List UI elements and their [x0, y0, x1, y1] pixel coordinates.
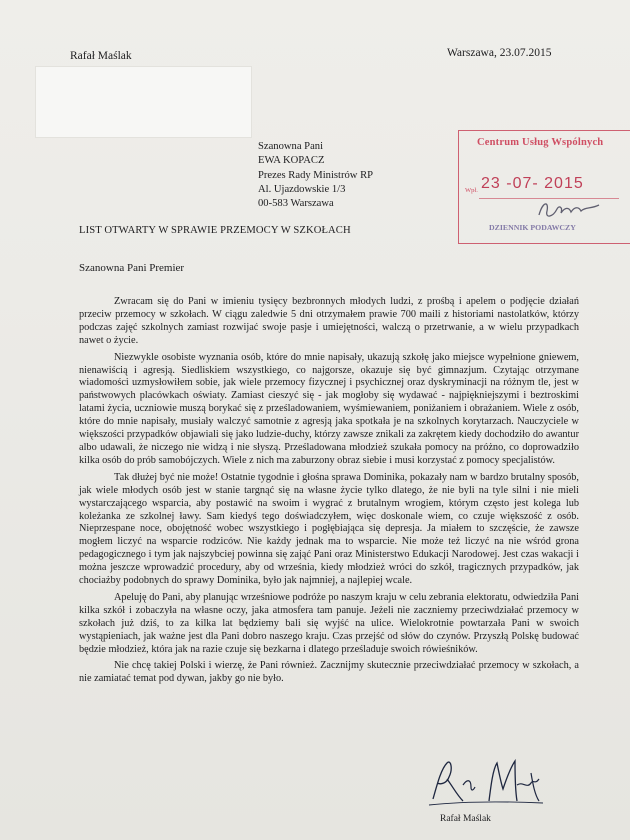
- handwritten-signature: [427, 755, 547, 813]
- signature-name: Rafał Maślak: [440, 814, 491, 824]
- redacted-address-block: [35, 66, 252, 138]
- addressee-line: Prezes Rady Ministrów RP: [258, 169, 374, 181]
- place-date: Warszawa, 23.07.2015: [447, 47, 552, 59]
- body-paragraph: Apeluję do Pani, aby planując wrześniowe podróże po naszym kraju w celu zebrania elektoratu, odwiedziła Pani kilka szkół i zobaczyła na własne oczy, jaka atmosfera tam panuje. Jeżeli nie zaczniemy przeciwdziałać przemocy w szkołach już dziś, to za kilka lat będziemy bali się wyjść na ulice. Wielokrotnie powtarzała Pani w swoich wystąpieniach, jak ważne jest dla Pani dobro naszego kraju. Czas przejść od słów do czynów. Przyszłą Polskę budować będzie młodzież, która jak na razie czuje się bezkarna i dlatego prześladuje swoich rówieśników.: [79, 591, 579, 655]
- addressee-block: [258, 140, 373, 211]
- addressee-line: Al. Ujazdowskie 1/3: [258, 183, 346, 195]
- stamp-date: 23 -07- 2015: [481, 175, 584, 192]
- stamp-footer: DZIENNIK PODAWCZY: [489, 223, 576, 232]
- stamp-initials-icon: [535, 197, 605, 223]
- letter-greeting: Szanowna Pani Premier: [79, 262, 185, 274]
- body-paragraph: Niezwykle osobiste wyznania osób, które do mnie napisały, ukazują szkołę jako miejsce wypełnione gniewem, nienawiścią i agresją. Siedliskiem wszystkiego, co najgorsze, okazuje się być gimnazjum. Czytając otrzymane wiadomości uzmysłowiłem sobie, jak wiele przemocy fizycznej i psychicznej oraz dyskryminacji na różnym tle, jest w państwowych placówkach oświaty. Zamiast cieszyć się - jak mogłoby się wydawać - najpiękniejszymi i beztroskimi latami życia, uczniowie muszą borykać się z prześladowaniem, wyśmiewaniem, poniżaniem i obrażaniem. Wiele z osób, które do mnie napisały, musiały walczyć samotnie z agresją jaka spotkała je na szkolnych korytarzach. Nauczyciele w większości przypadków objawiali się jako ludzie-duchy, którzy zawsze znikali za zakrętem kiedy dochodziło do awantur albo udawali, że niczego nie widzą i nie słyszą. Prześladowana młodzież szukała pomocy na próżno, co doprowadziło kilka osób do prób samobójczych. Wiele z nich ma zaburzony obraz siebie i musi korzystać z pomocy specjalistów.: [79, 351, 579, 466]
- addressee-line: 00-583 Warszawa: [258, 198, 334, 210]
- sender-name: Rafał Maślak: [70, 50, 132, 62]
- body-paragraph: Zwracam się do Pani w imieniu tysięcy bezbronnych młodych ludzi, z prośbą i apelem o podjęcie działań przeciw przemocy w szkołach. W ciągu zaledwie 5 dni otrzymałem prawie 700 maili z historiami nastolatków, którzy podczas zajęć szkolnych zamiast rozwijać swoje pasje i umiejętności, walczą o przetrwanie, a w wielu przypadkach nawet o życie.: [79, 296, 579, 346]
- stamp-title: Centrum Usług Wspólnych: [477, 137, 604, 148]
- body-paragraph: Nie chcę takiej Polski i wierzę, że Pani również. Zacznijmy skutecznie przeciwdziałać przemocy w szkołach, a nie zamiatać temat pod dywan, jakby go nie było.: [79, 660, 579, 685]
- received-stamp: [458, 130, 630, 244]
- stamp-prefix: Wpł.: [465, 187, 478, 194]
- addressee-line: EWA KOPACZ: [258, 155, 325, 167]
- letter-body: [79, 296, 579, 690]
- body-paragraph: Tak dłużej być nie może! Ostatnie tygodnie i głośna sprawa Dominika, pokazały nam w bardzo brutalny sposób, jak wiele młodych osób jest w stanie targnąć się na własne życie tylko dlatego, że nie byli na tyle silni i nie mieli wystarczającego wsparcia, aby postawić na swoim i wygrać z brutalnym wrogiem, którym często jest kolega lub koleżanka ze szkolnej ławy. Sam kiedyś tego doświadczyłem, więc doskonale wiem, co czuje większość z osób. Nieprzespane noce, obojętność wobec wszystkiego i pogłębiająca się depresja. Ja miałem to szczęście, że zawsze mogłem liczyć na wsparcie rodziców. Nie każdy jednak ma to wsparcie. Nie może też liczyć na nie wśród grona pedagogicznego i tym jak najszybciej powinna się zająć Pani oraz Ministerstwo Edukacji Narodowej. Jest czas wakacji i można jeszcze wprowadzić procedury, aby od września, kiedy młodzież wróci do szkół, tragicznych przypadków, jak chociażby podobnych do sprawy Dominika, było jak najmniej, a najlepiej wcale.: [79, 471, 579, 587]
- letter-subject: LIST OTWARTY W SPRAWIE PRZEMOCY W SZKOŁACH: [79, 225, 351, 236]
- addressee-line: Szanowna Pani: [258, 141, 324, 152]
